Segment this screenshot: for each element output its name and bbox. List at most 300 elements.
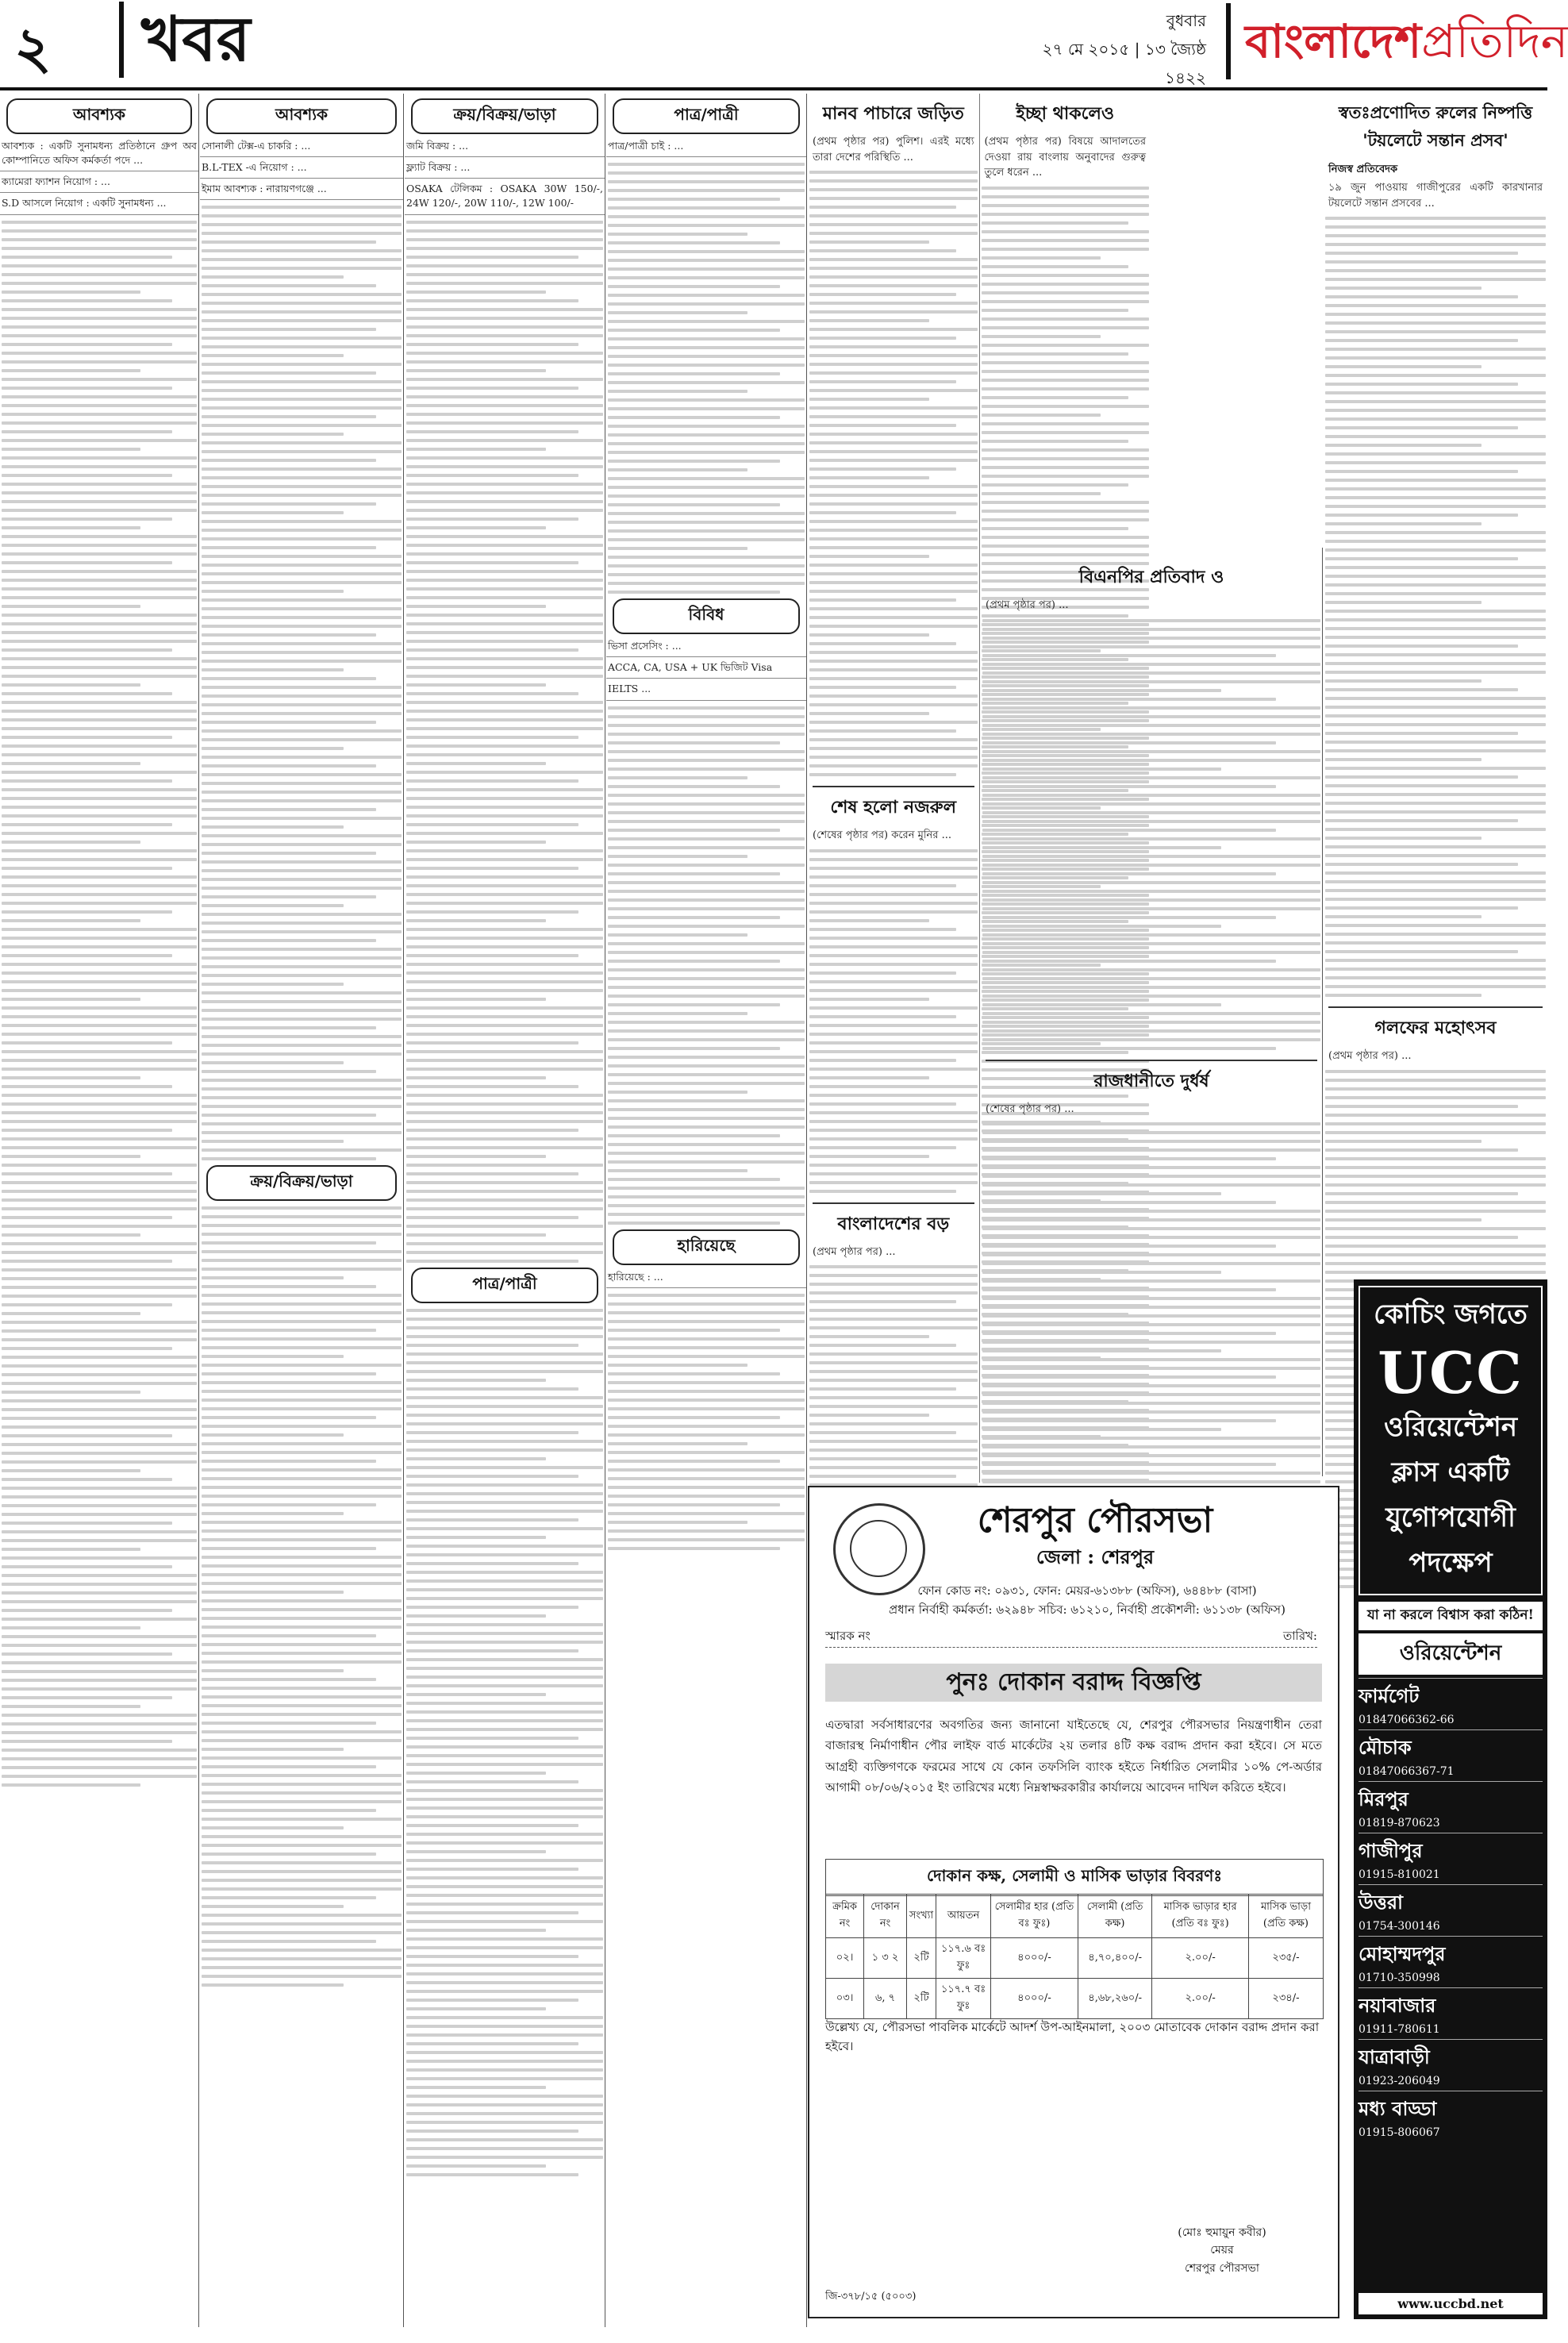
text-line xyxy=(982,1192,1221,1195)
text-line xyxy=(406,1798,603,1801)
text-line xyxy=(2,1207,197,1210)
text-line xyxy=(982,1437,1320,1440)
text-line xyxy=(202,817,402,820)
text-line xyxy=(202,1809,376,1812)
text-line xyxy=(608,494,805,498)
text-line xyxy=(982,221,1128,225)
text-line xyxy=(809,380,956,383)
text-line xyxy=(406,2033,603,2037)
table-cell: ০২। xyxy=(826,1938,864,1979)
text-line xyxy=(1325,1131,1546,1134)
text-line xyxy=(809,729,956,733)
text-line xyxy=(1325,618,1546,621)
text-line xyxy=(608,337,805,340)
category-header: আবশ্যক xyxy=(206,98,397,134)
text-line xyxy=(406,1352,603,1356)
text-line xyxy=(1325,749,1546,752)
text-line xyxy=(809,337,956,340)
text-line xyxy=(406,1894,603,1897)
text-line xyxy=(202,983,344,986)
text-line xyxy=(982,1245,1276,1248)
text-line xyxy=(608,1486,805,1489)
text-line xyxy=(202,206,402,209)
text-line xyxy=(809,998,929,1001)
text-line xyxy=(202,878,402,881)
text-line xyxy=(202,1215,402,1218)
text-line xyxy=(202,1486,402,1489)
text-line xyxy=(608,416,780,419)
text-line xyxy=(809,919,929,922)
text-line xyxy=(406,352,603,355)
table-column-header: সেলামী (প্রতি কক্ষ) xyxy=(1078,1895,1151,1938)
text-line xyxy=(608,846,805,849)
text-line xyxy=(406,1833,603,1836)
classified-ad: সোনালী টেক্স-এ চাকরি : ... xyxy=(200,139,403,157)
ad-text-block xyxy=(200,206,403,1160)
text-line xyxy=(982,274,1150,277)
text-line xyxy=(1325,260,1546,264)
text-line xyxy=(608,741,780,744)
text-line xyxy=(406,491,603,494)
text-line xyxy=(2,867,172,870)
text-line xyxy=(406,596,603,599)
text-line xyxy=(982,890,1320,893)
text-line xyxy=(2,1618,197,1621)
text-line xyxy=(982,213,1150,216)
signer-name: (মোঃ হুমায়ুন কবীর) xyxy=(1178,2226,1266,2239)
text-line xyxy=(982,1038,1320,1041)
branch-phone: 01911-780611 xyxy=(1359,2023,1440,2036)
text-line xyxy=(608,951,805,954)
text-line xyxy=(608,1346,805,1349)
ucc-advertisement xyxy=(1354,1279,1547,2319)
text-line xyxy=(202,1678,376,1681)
text-line xyxy=(406,945,603,948)
text-line xyxy=(1325,505,1546,508)
text-line xyxy=(809,1164,978,1167)
text-line xyxy=(982,986,1320,989)
news-lead: (শেষের পৃষ্ঠার পর) ... xyxy=(986,1102,1074,1115)
text-line xyxy=(2,1181,197,1184)
text-line xyxy=(406,1684,603,1687)
text-line xyxy=(2,1102,197,1106)
text-line xyxy=(982,1332,1276,1335)
text-line xyxy=(809,1094,978,1097)
text-line xyxy=(1325,898,1546,901)
text-line xyxy=(2,456,197,460)
text-line xyxy=(1325,356,1546,360)
text-line xyxy=(982,1314,1320,1318)
text-line xyxy=(608,224,805,227)
text-line xyxy=(982,671,1320,675)
text-line xyxy=(2,744,197,748)
text-line xyxy=(1325,540,1546,543)
ucc-line: যুগোপযোগী xyxy=(1385,1502,1516,1533)
text-line xyxy=(1325,828,1546,831)
text-line xyxy=(202,974,402,977)
text-line xyxy=(608,898,805,902)
text-line xyxy=(608,995,805,998)
ad-text-block xyxy=(405,1309,605,2176)
text-line xyxy=(608,1187,805,1190)
text-line xyxy=(202,633,376,637)
text-line xyxy=(809,467,956,471)
text-line xyxy=(2,928,197,931)
text-line xyxy=(406,1737,578,1740)
text-line xyxy=(982,750,1320,753)
text-line xyxy=(406,579,603,582)
text-line xyxy=(809,764,978,768)
table-cell: ৪,৬৮,২৬০/- xyxy=(1078,1979,1151,2019)
text-line xyxy=(1325,1183,1546,1187)
text-line xyxy=(1325,1140,1482,1143)
text-line xyxy=(608,1329,780,1332)
text-line xyxy=(406,2077,603,2080)
text-line xyxy=(608,398,805,402)
text-line xyxy=(982,361,1150,364)
text-line xyxy=(608,1073,805,1076)
text-line xyxy=(1325,1087,1546,1091)
text-line xyxy=(809,1318,978,1321)
text-line xyxy=(982,501,1150,504)
text-line xyxy=(202,1052,402,1056)
text-line xyxy=(982,422,1150,425)
text-line xyxy=(982,1262,1320,1265)
issue-date: ২৭ মে ২০১৫ | ১৩ জ্যৈষ্ঠ ১৪২২ xyxy=(1042,40,1206,87)
text-line xyxy=(202,1026,376,1029)
text-line xyxy=(608,320,805,323)
text-line xyxy=(2,1033,197,1036)
text-line xyxy=(2,1094,197,1097)
text-line xyxy=(809,989,978,992)
text-line xyxy=(406,1440,603,1443)
text-line xyxy=(406,1501,603,1504)
text-line xyxy=(2,1076,140,1079)
dateline xyxy=(1000,6,1206,92)
text-line xyxy=(406,2007,546,2010)
text-line xyxy=(2,1146,197,1149)
text-line xyxy=(202,1372,376,1375)
text-line xyxy=(406,1466,603,1469)
text-line xyxy=(406,701,603,704)
ucc-branch xyxy=(1359,2091,1543,2139)
text-line xyxy=(982,1410,1320,1414)
ucc-branch xyxy=(1359,1781,1543,1829)
text-line xyxy=(982,942,1320,945)
text-line xyxy=(202,389,402,392)
text-line xyxy=(202,232,402,235)
text-line xyxy=(982,811,1320,814)
news-text-block xyxy=(808,1265,979,1522)
text-line xyxy=(202,363,402,366)
text-line xyxy=(406,937,603,940)
text-line xyxy=(202,1687,402,1690)
text-line xyxy=(1325,383,1518,386)
text-line xyxy=(406,1370,603,1373)
text-line xyxy=(202,660,402,663)
text-line xyxy=(2,1775,197,1778)
text-line xyxy=(202,1206,402,1210)
text-line xyxy=(1325,933,1546,936)
text-line xyxy=(1325,697,1546,700)
ucc-branch xyxy=(1359,1987,1543,2036)
text-line xyxy=(202,267,402,270)
text-line xyxy=(2,1757,197,1760)
text-line xyxy=(809,275,978,279)
text-line xyxy=(202,965,402,968)
text-line xyxy=(406,832,603,835)
text-line xyxy=(202,1756,402,1760)
table-cell: ৪০০০/- xyxy=(990,1938,1078,1979)
text-line xyxy=(406,998,546,1001)
category-header: বিবিধ xyxy=(613,598,800,634)
text-line xyxy=(608,294,805,297)
text-line xyxy=(202,345,402,348)
text-line xyxy=(2,1190,197,1193)
text-line xyxy=(1325,1096,1546,1099)
text-line xyxy=(982,448,1150,452)
text-line xyxy=(202,249,402,252)
text-line xyxy=(202,1521,402,1524)
text-line xyxy=(406,1649,578,1652)
text-line xyxy=(809,433,978,436)
text-line xyxy=(406,788,603,791)
text-line xyxy=(982,195,1150,198)
text-line xyxy=(202,1774,402,1777)
text-line xyxy=(406,2103,603,2106)
table-cell: ১ ৩ ২ xyxy=(864,1938,907,1979)
text-line xyxy=(406,526,546,529)
text-line xyxy=(982,1131,1320,1134)
text-line xyxy=(982,1323,1320,1326)
text-line xyxy=(809,1475,956,1478)
text-line xyxy=(809,572,978,575)
text-line xyxy=(1325,1262,1546,1265)
text-line xyxy=(982,951,1320,954)
text-line xyxy=(202,895,376,898)
text-line xyxy=(2,1652,172,1656)
text-line xyxy=(1325,732,1518,735)
text-line xyxy=(406,631,603,634)
text-line xyxy=(2,692,172,695)
text-line xyxy=(202,240,376,244)
text-line xyxy=(809,188,978,191)
text-line xyxy=(2,1513,197,1516)
text-line xyxy=(809,721,978,724)
text-line xyxy=(982,1341,1320,1344)
text-line xyxy=(2,1251,197,1254)
text-line xyxy=(2,299,172,302)
text-line xyxy=(202,328,376,331)
text-line xyxy=(202,625,402,628)
text-line xyxy=(2,500,197,503)
text-line xyxy=(1325,514,1518,517)
text-line xyxy=(2,247,197,250)
text-line xyxy=(982,1021,1320,1024)
text-line xyxy=(1325,522,1482,525)
text-line xyxy=(202,1556,402,1559)
ucc-branch xyxy=(1359,1884,1543,1933)
text-line xyxy=(982,768,1221,771)
text-line xyxy=(202,1512,344,1515)
text-line xyxy=(608,1460,780,1463)
text-line xyxy=(2,483,197,486)
text-line xyxy=(809,677,978,680)
text-line xyxy=(608,1125,805,1129)
text-line xyxy=(406,605,546,608)
text-line xyxy=(608,1529,805,1533)
news-column-right xyxy=(981,548,1323,1476)
news-text-block xyxy=(1324,217,1547,997)
text-line xyxy=(809,1300,956,1303)
text-line xyxy=(202,1131,402,1134)
text-line xyxy=(202,1070,376,1073)
text-line xyxy=(982,544,1150,548)
text-line xyxy=(202,1538,402,1541)
text-line xyxy=(2,1198,197,1202)
text-line xyxy=(2,1749,197,1752)
text-line xyxy=(809,945,978,948)
text-line xyxy=(809,328,978,331)
classified-ad: হারিয়েছে : ... xyxy=(606,1270,806,1288)
text-line xyxy=(809,345,978,348)
text-line xyxy=(406,500,603,503)
text-line xyxy=(1325,793,1546,796)
text-line xyxy=(202,791,402,794)
text-line xyxy=(406,2129,578,2133)
table-header-row xyxy=(826,1895,1324,1938)
table-cell: ২.০০/- xyxy=(1152,1938,1249,1979)
classified-ad: ইমাম আবশ্যক : নারায়ণগঞ্জে ... xyxy=(200,182,403,200)
text-line xyxy=(608,890,805,893)
text-line xyxy=(982,794,1320,797)
text-line xyxy=(202,467,402,471)
text-line xyxy=(202,1061,344,1064)
text-line xyxy=(406,971,603,975)
text-line xyxy=(809,747,978,750)
text-line xyxy=(1325,802,1546,805)
text-line xyxy=(2,849,197,852)
text-line xyxy=(202,843,402,846)
text-line xyxy=(2,1391,140,1394)
text-line xyxy=(809,1015,956,1018)
text-line xyxy=(982,405,1150,408)
text-line xyxy=(1325,391,1546,394)
text-line xyxy=(2,491,197,494)
text-line xyxy=(406,1068,603,1071)
text-line xyxy=(1325,671,1546,674)
text-line xyxy=(608,1468,805,1472)
text-line xyxy=(406,1120,603,1123)
text-line xyxy=(2,570,197,573)
text-line xyxy=(406,1326,603,1329)
text-line xyxy=(608,1082,805,1085)
text-line xyxy=(2,902,197,905)
text-line xyxy=(202,642,402,645)
text-line xyxy=(1325,706,1546,709)
logo-part2: প্রতিদিন xyxy=(1421,14,1568,68)
text-line xyxy=(202,380,402,383)
classified-ad: IELTS ... xyxy=(606,682,806,700)
text-line xyxy=(2,893,197,896)
text-line xyxy=(202,1818,402,1821)
text-line xyxy=(202,1157,376,1160)
text-line xyxy=(202,214,402,217)
text-line xyxy=(406,1937,603,1941)
text-line xyxy=(2,989,197,992)
text-line xyxy=(608,794,805,797)
text-line xyxy=(406,640,603,643)
text-line xyxy=(1325,348,1546,351)
text-line xyxy=(202,913,402,916)
text-line xyxy=(2,771,197,774)
text-line xyxy=(202,1617,402,1620)
text-line xyxy=(2,1530,197,1533)
text-line xyxy=(406,544,603,547)
text-line xyxy=(982,518,1150,521)
text-line xyxy=(1325,810,1546,814)
text-line xyxy=(982,1148,1320,1152)
text-line xyxy=(202,1722,376,1725)
text-line xyxy=(608,250,805,253)
text-line xyxy=(406,2121,603,2124)
text-line xyxy=(982,440,1128,443)
text-line xyxy=(2,1417,197,1420)
text-line xyxy=(2,1041,172,1045)
text-line xyxy=(2,1722,197,1726)
text-line xyxy=(2,1120,197,1123)
text-line xyxy=(608,233,747,236)
text-line xyxy=(2,1740,172,1743)
text-line xyxy=(202,1739,402,1742)
table-column-header: সেলামীর হার (প্রতি বঃ ফুঃ) xyxy=(990,1895,1078,1938)
text-line xyxy=(982,1358,1320,1361)
text-line xyxy=(2,1539,197,1542)
text-line xyxy=(2,1338,197,1341)
branch-phone: 01847066362-66 xyxy=(1359,1714,1455,1726)
text-line xyxy=(406,744,603,748)
text-line xyxy=(2,605,140,608)
text-line xyxy=(202,1852,376,1856)
text-line xyxy=(1325,906,1518,910)
text-line xyxy=(608,1355,805,1358)
text-line xyxy=(1325,784,1546,787)
text-line xyxy=(608,267,805,271)
text-line xyxy=(809,1344,956,1347)
text-line xyxy=(202,1826,344,1829)
text-line xyxy=(982,1003,1221,1006)
text-line xyxy=(202,398,402,401)
text-line xyxy=(982,968,1320,971)
text-line xyxy=(1325,339,1518,342)
text-line xyxy=(2,1644,197,1647)
text-line xyxy=(982,855,1320,858)
text-line xyxy=(406,1693,546,1696)
text-line xyxy=(982,239,1150,242)
ad-text-block xyxy=(606,163,806,594)
ad-text-block xyxy=(405,221,605,1263)
text-line xyxy=(406,1981,603,1984)
text-line xyxy=(406,1536,546,1539)
text-line xyxy=(809,197,978,200)
text-line xyxy=(2,710,197,713)
text-line xyxy=(608,285,780,288)
text-line xyxy=(202,1311,402,1314)
text-line xyxy=(1325,767,1546,770)
text-line xyxy=(202,520,402,523)
text-line xyxy=(809,954,978,957)
text-line xyxy=(809,441,978,444)
